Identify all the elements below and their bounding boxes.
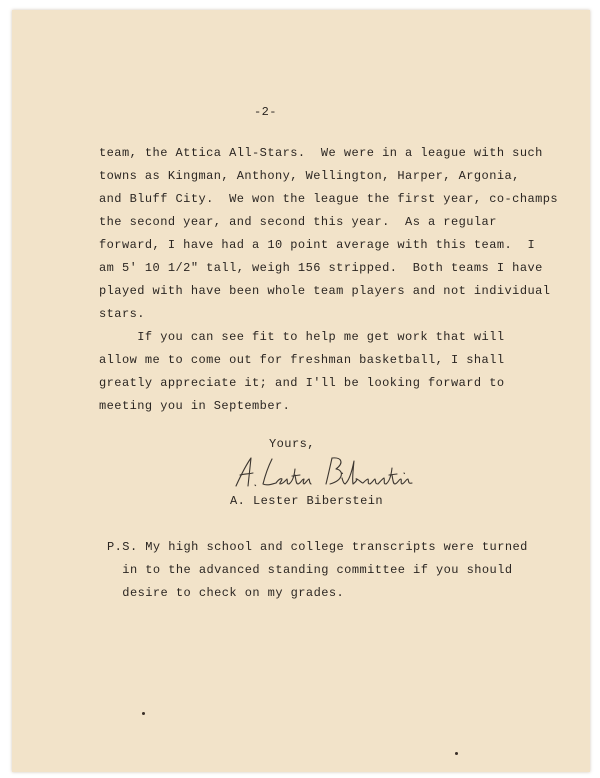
body-line: the second year, and second this year. As a regular <box>99 215 497 229</box>
body-line: towns as Kingman, Anthony, Wellington, Harper, Argonia, <box>99 169 520 183</box>
letter-page <box>12 10 590 772</box>
body-line: If you can see fit to help me get work that will <box>99 330 505 344</box>
body-line: forward, I have had a 10 point average with this team. I <box>99 238 536 252</box>
body-line: team, the Attica All-Stars. We were in a league with such <box>99 146 543 160</box>
postscript-line: in to the advanced standing committee if you should <box>107 563 513 577</box>
body-line: stars. <box>99 307 145 321</box>
handwritten-signature <box>232 453 417 493</box>
body-line: and Bluff City. We won the league the first year, co-champs <box>99 192 559 206</box>
body-line: am 5' 10 1/2" tall, weigh 156 stripped. Both teams I have <box>99 261 543 275</box>
body-line: played with have been whole team players and not individual <box>99 284 551 298</box>
closing: Yours, <box>269 437 315 451</box>
body-line: meeting you in September. <box>99 399 291 413</box>
paper-speck <box>142 712 145 715</box>
postscript-line: P.S. My high school and college transcripts were turned <box>107 540 528 554</box>
typed-signature-name: A. Lester Biberstein <box>230 494 384 508</box>
paper-speck <box>455 752 458 755</box>
page-number: -2- <box>254 105 277 119</box>
body-line: greatly appreciate it; and I'll be looking forward to <box>99 376 505 390</box>
body-line: allow me to come out for freshman basketball, I shall <box>99 353 505 367</box>
postscript-line: desire to check on my grades. <box>107 586 345 600</box>
